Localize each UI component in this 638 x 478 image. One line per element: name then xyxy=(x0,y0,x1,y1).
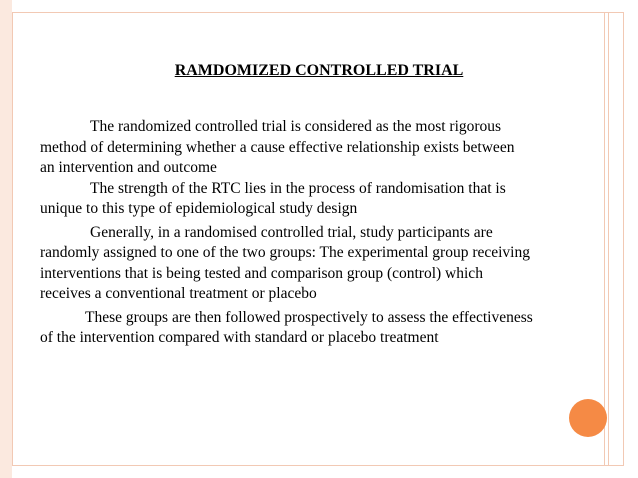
paragraph-2 xyxy=(40,179,606,220)
slide-body xyxy=(40,117,606,349)
paragraph-line: The randomized controlled trial is considered as the most rigorous xyxy=(90,118,502,135)
paragraph-line: unique to this type of epidemiological study design xyxy=(40,200,358,217)
paragraph-line: randomly assigned to one of the two groups: The experimental group receiving xyxy=(40,244,530,261)
paragraph-4 xyxy=(40,308,606,349)
paragraph-line: interventions that is being tested and comparison group (control) which xyxy=(40,264,483,282)
paragraph-line: method of determining whether a cause effective relationship exists between xyxy=(40,138,515,156)
paragraph-line: These groups are then followed prospectively to assess the effectiveness xyxy=(85,308,533,326)
slide-title: RAMDOMIZED CONTROLLED TRIAL xyxy=(174,62,464,79)
paragraph-1 xyxy=(40,117,606,179)
paragraph-3 xyxy=(40,223,606,305)
paragraph-line: receives a conventional treatment or placebo xyxy=(40,285,317,302)
paragraph-line: Generally, in a randomised controlled trial, study participants are xyxy=(90,223,493,241)
paragraph-line: of the intervention compared with standard or placebo treatment xyxy=(40,329,439,346)
paragraph-line: an intervention and outcome xyxy=(40,159,217,176)
paragraph-line: The strength of the RTC lies in the process of randomisation that is xyxy=(90,179,506,197)
orange-circle-decoration xyxy=(569,399,607,437)
